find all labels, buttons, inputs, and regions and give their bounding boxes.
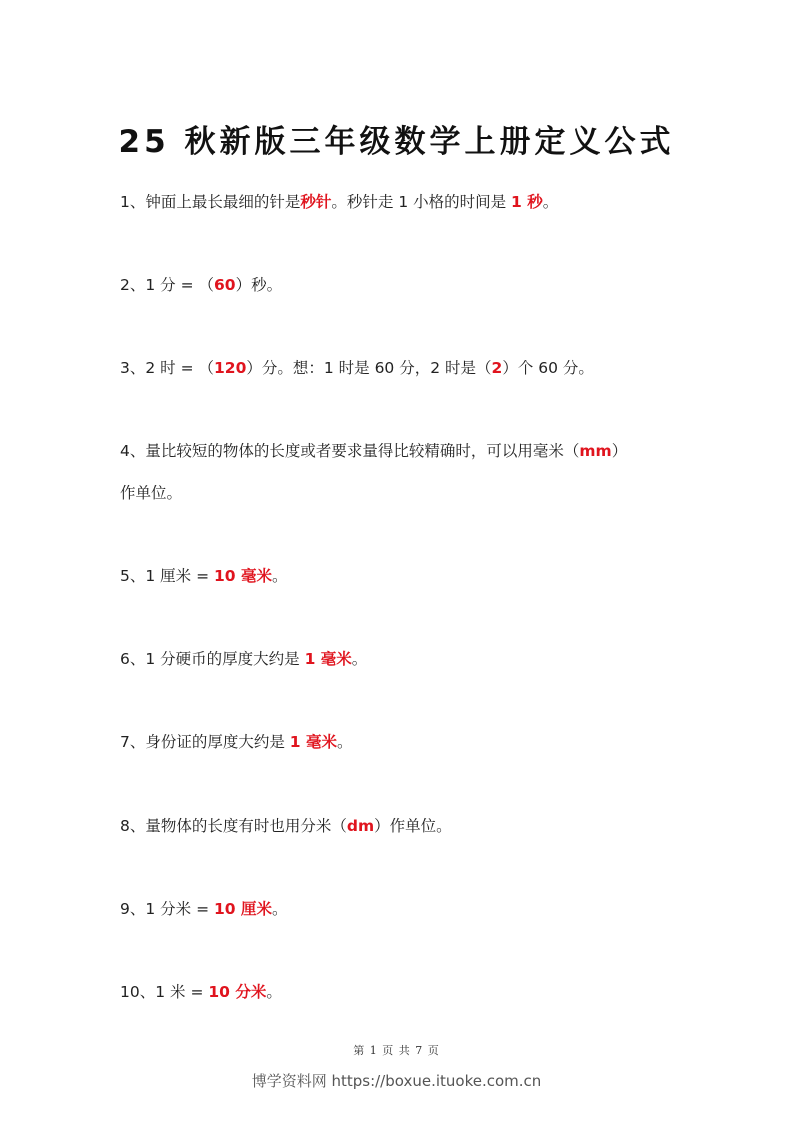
item-text: ）作单位。 xyxy=(374,817,452,835)
definition-item-1 xyxy=(120,192,558,212)
item-text: 。 xyxy=(542,193,559,211)
item-text: 8、量物体的长度有时也用分米（ xyxy=(120,817,347,835)
item-text: ）分。想：1 时是 60 分，2 时是（ xyxy=(246,359,492,377)
answer-highlight: 1 毫米 xyxy=(304,650,352,668)
answer-highlight: 120 xyxy=(214,359,247,377)
answer-highlight: mm xyxy=(579,442,612,460)
item-text: 。 xyxy=(271,567,288,585)
watermark-footer: 博学资料网 https://boxue.ituoke.com.cn xyxy=(251,1072,542,1090)
item-text: 1、钟面上最长最细的针是 xyxy=(120,193,301,211)
item-text: 。 xyxy=(336,733,353,751)
answer-highlight: 2 xyxy=(491,359,503,377)
definition-item-10 xyxy=(120,982,282,1002)
item-text: 3、2 时 = （ xyxy=(120,359,214,377)
definition-item-9 xyxy=(120,899,287,919)
page-indicator: 第 1 页 共 7 页 xyxy=(353,1044,440,1057)
item-text: ） xyxy=(611,442,628,460)
item-text: 4、量比较短的物体的长度或者要求量得比较精确时，可以用毫米（ xyxy=(120,442,580,460)
document-title: 25 秋新版三年级数学上册定义公式 xyxy=(118,124,675,160)
item-text: ）个 60 分。 xyxy=(502,359,594,377)
answer-highlight: 1 毫米 xyxy=(289,733,337,751)
definition-item-7 xyxy=(120,732,353,752)
answer-highlight: 秒针 xyxy=(300,193,332,211)
item-text: 。 xyxy=(351,650,368,668)
item-text: 。 xyxy=(271,900,288,918)
definition-item-4-continuation: 作单位。 xyxy=(120,484,183,502)
item-text: 5、1 厘米 = xyxy=(120,567,214,585)
definition-item-4 xyxy=(120,441,627,461)
item-text: 10、1 米 = xyxy=(120,983,209,1001)
item-text: 9、1 分米 = xyxy=(120,900,214,918)
definition-item-6 xyxy=(120,649,367,669)
item-text: 。秒针走 1 小格的时间是 xyxy=(331,193,512,211)
item-text: 。 xyxy=(266,983,282,1001)
item-text: 7、身份证的厚度大约是 xyxy=(120,733,290,751)
answer-highlight: 1 秒 xyxy=(511,193,543,211)
item-text: 6、1 分硬币的厚度大约是 xyxy=(120,650,305,668)
definition-item-5 xyxy=(120,566,287,586)
definition-item-3 xyxy=(120,358,594,378)
answer-highlight: 10 分米 xyxy=(208,983,267,1001)
item-text: 2、1 分 = （ xyxy=(120,276,214,294)
item-text: ）秒。 xyxy=(235,276,283,294)
answer-highlight: dm xyxy=(346,817,375,835)
definition-item-8 xyxy=(120,816,452,836)
answer-highlight: 10 厘米 xyxy=(214,900,272,918)
answer-highlight: 10 毫米 xyxy=(214,567,272,585)
definition-item-2 xyxy=(120,275,282,295)
answer-highlight: 60 xyxy=(214,276,236,294)
